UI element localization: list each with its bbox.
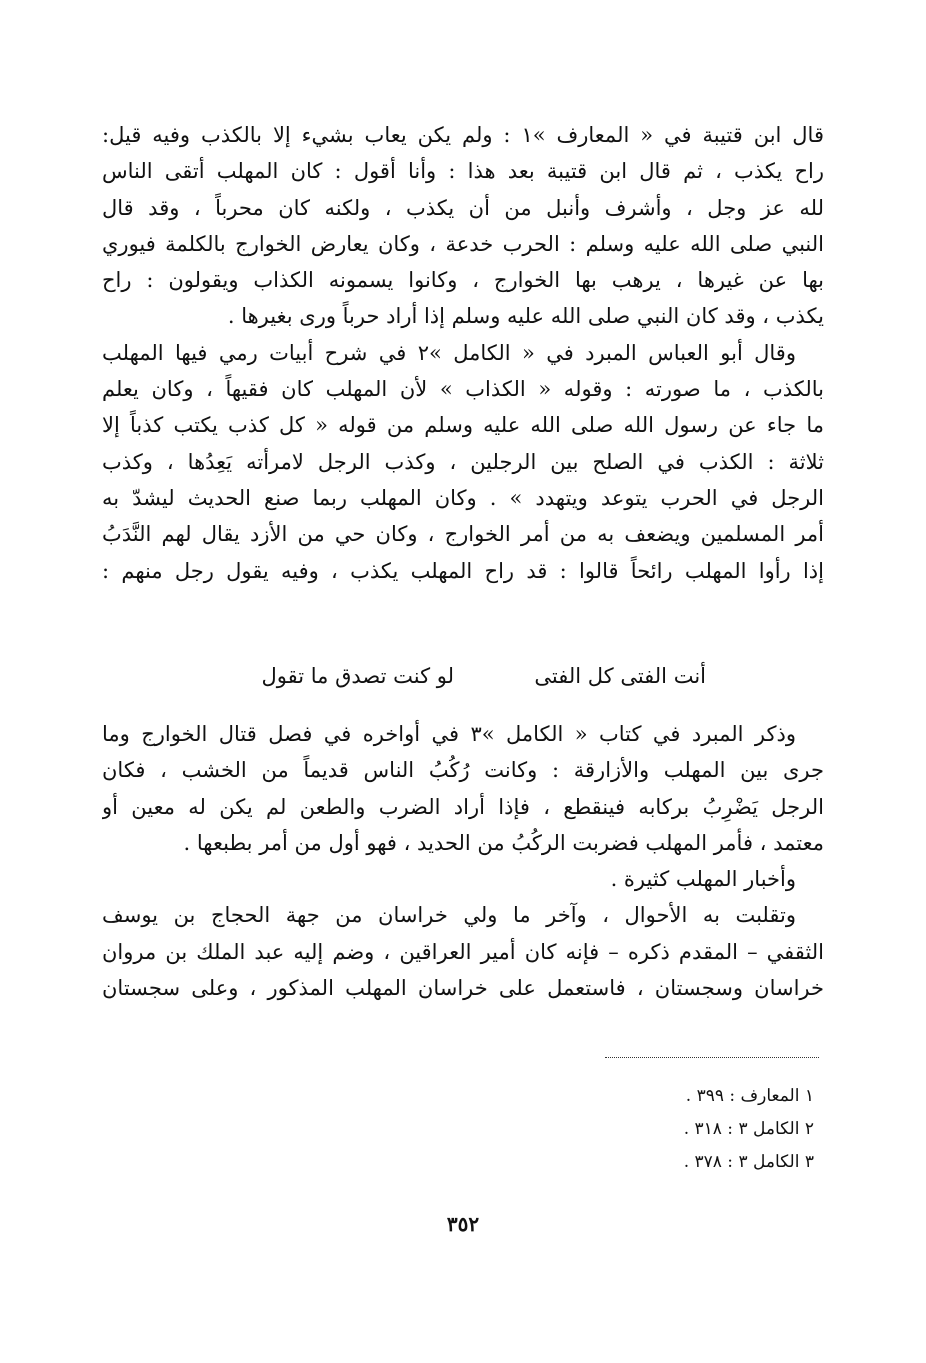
text-section-bottom xyxy=(102,716,824,1006)
text-line: وقال أبو العباس المبرد في « الكامل »٢ في شرح أبيات رمي فيها المهلب xyxy=(102,340,796,365)
text-line: النبي صلى الله عليه وسلم : الحرب خدعة ، وكان يعارض الخوارج بالكلمة فيوري xyxy=(102,231,824,256)
footnote-item: ١ المعارف : ٣٩٩ . xyxy=(685,1086,814,1106)
text-line: الرجل يَضْرِبُ بركابه فينقطع ، فإذا أراد الضرب والطعن لم يكن له معين أو xyxy=(102,794,824,819)
text-line: وأخبار المهلب كثيرة . xyxy=(610,867,796,892)
text-line: لله عز وجل ، وأشرف وأنبل من أن يكذب ، ولكنه كان محرباً ، وقد قال xyxy=(102,195,824,220)
poetry-verse xyxy=(102,656,824,696)
text-line: قال ابن قتيبة في « المعارف »١ : ولم يكن يعاب بشيء إلا بالكذب وفيه قيل: xyxy=(102,123,824,147)
text-line: الرجل في الحرب يتوعد ويتهدد » . وكان المهلب ربما صنع الحديث ليشدّ به xyxy=(102,485,824,510)
text-line: بها عن غيرها ، يرهب بها الخوارج ، وكانوا يسمونه الكذاب ويقولون : راح xyxy=(102,268,824,293)
footnote-item: ٣ الكامل ٣ : ٣٧٨ . xyxy=(683,1152,814,1172)
footnote-divider xyxy=(605,1057,819,1058)
text-line: يكذب ، وقد كان النبي صلى الله عليه وسلم إذا أراد حرباً ورى بغيرها . xyxy=(227,304,824,329)
text-line: جرى بين المهلب والأزارقة : وكانت رُكُبُ الناس قديماً من الخشب ، فكان xyxy=(102,758,824,783)
footnotes xyxy=(500,1080,814,1179)
page-number: ٣٥٢ xyxy=(446,1212,480,1236)
text-line: وذكر المبرد في كتاب « الكامل »٣ في أواخره في فصل قتال الخوارج وما xyxy=(102,722,796,746)
text-line: راح يكذب ، ثم قال ابن قتيبة بعد هذا : وأنا أقول : كان المهلب أتقى الناس xyxy=(102,159,824,184)
footnote-item: ٢ الكامل ٣ : ٣١٨ . xyxy=(683,1119,814,1139)
text-line: ثلاثة : الكذب في الصلح بين الرجلين ، وكذب الرجل لامرأته يَعِدُها ، وكذب xyxy=(102,449,824,474)
verse-first-hemistich: أنت الفتى كل الفتى xyxy=(534,664,706,688)
text-line: خراسان وسجستان ، فاستعمل على خراسان المهلب المذكور ، وعلى سجستان xyxy=(102,976,824,1001)
text-line: وتقلبت به الأحوال ، وآخر ما ولي خراسان من جهة الحجاج بن يوسف xyxy=(102,903,796,928)
text-line: ما جاء عن رسول الله صلى الله عليه وسلم من قوله « كل كذب يكتب كذباً إلا xyxy=(102,413,824,438)
text-line: معتمد ، فأمر المهلب فضربت الركُبُ من الحديد ، فهو أول من أمر بطبعها . xyxy=(183,830,824,855)
verse-second-hemistich: لو كنت تصدق ما تقول xyxy=(261,664,454,688)
text-line: الثقفي – المقدم ذكره – فإنه كان أمير العراقين ، وضم إليه عبد الملك بن مروان xyxy=(102,939,824,964)
text-line: إذا رأوا المهلب رائحاً قالوا : قد راح المهلب يكذب ، وفيه يقول رجل منهم : xyxy=(102,558,824,583)
text-section-top xyxy=(102,117,824,589)
text-line: بالكذب ، ما صورته : وقوله « الكذاب » لأن المهلب كان فقيهاً ، وكان يعلم xyxy=(102,377,824,402)
text-line: أمر المسلمين ويضعف به من أمر الخوارج ، وكان حي من الأزد يقال لهم النَّدَبُ xyxy=(102,522,824,547)
